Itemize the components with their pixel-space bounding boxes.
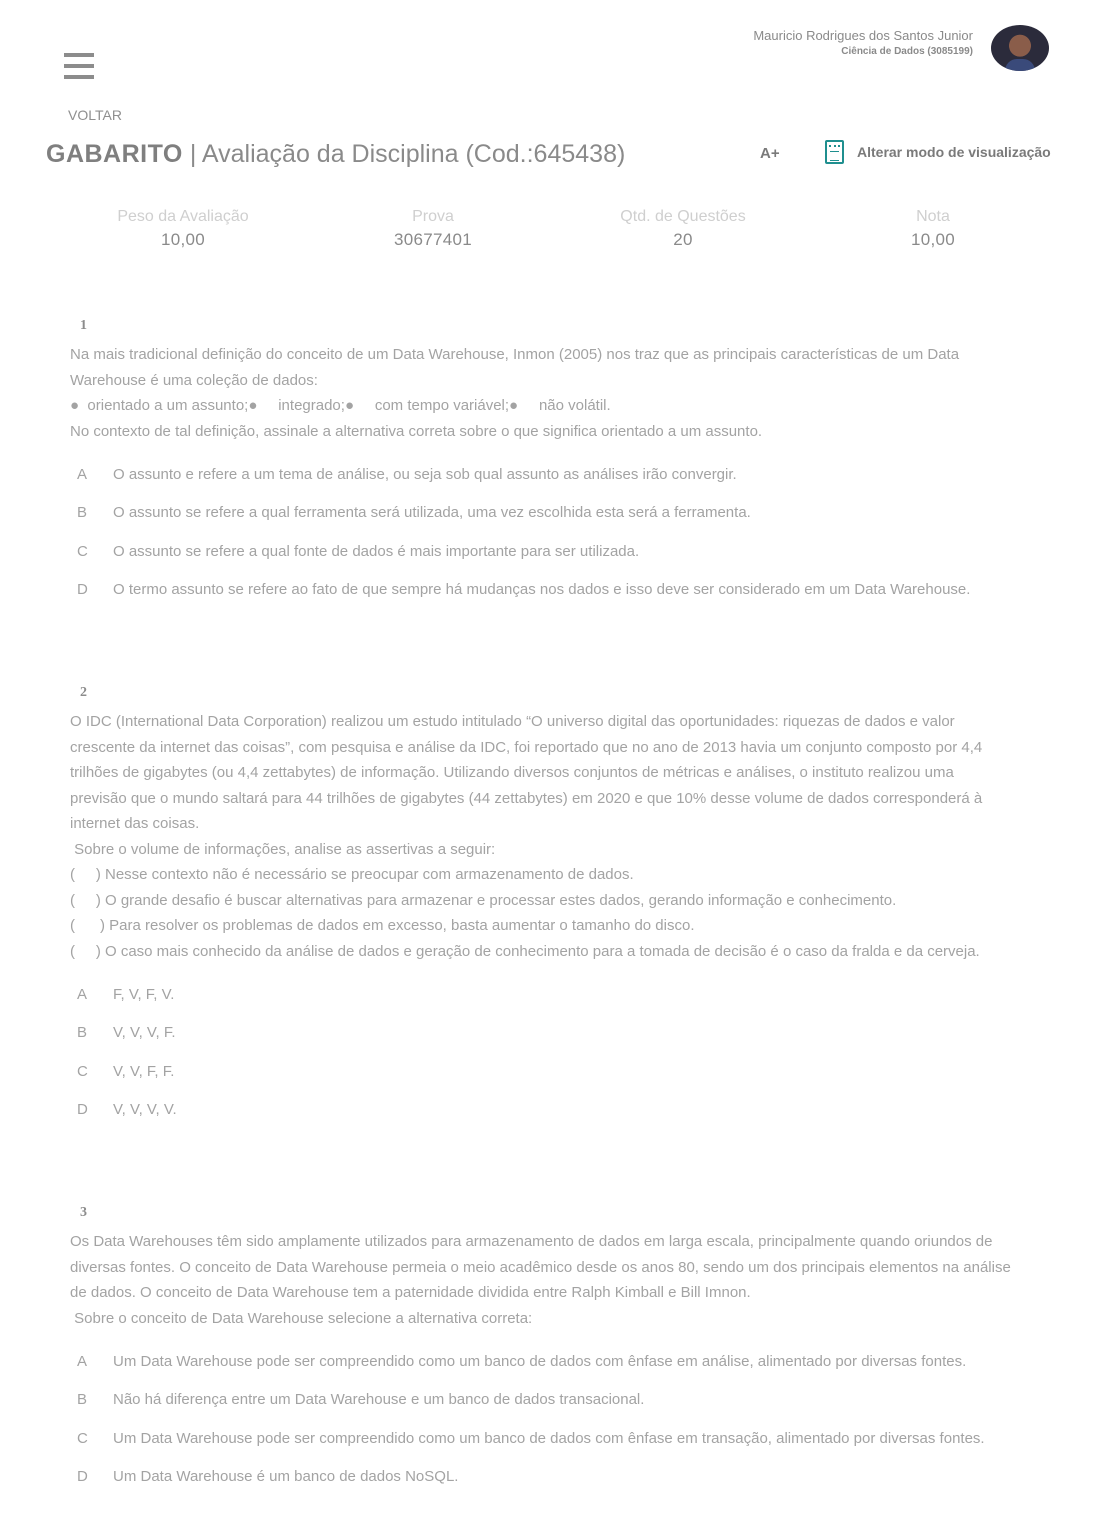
option-c[interactable]	[70, 1430, 1045, 1468]
option-letter: C	[77, 1429, 88, 1447]
exam-stats	[58, 208, 1058, 250]
stat-label: Nota	[916, 208, 950, 225]
question-line: Na mais tradicional definição do conceito de um Data Warehouse, Inmon (2005) nos traz que as principais características de um Data	[70, 346, 960, 363]
option-letter: A	[77, 986, 88, 1003]
stat-label: Qtd. de Questões	[620, 208, 746, 225]
option-letter: A	[77, 466, 88, 483]
option-a[interactable]	[70, 986, 1045, 1024]
question-line: ( ) Para resolver os problemas de dados em excesso, basta aumentar o tamanho do disco.	[70, 917, 695, 934]
option-letter: B	[77, 1024, 88, 1042]
stat-prova	[308, 208, 558, 250]
option-text: V, V, V, V.	[113, 1100, 177, 1118]
back-link[interactable]: VOLTAR	[68, 107, 122, 123]
option-text: V, V, F, F.	[113, 1062, 175, 1080]
view-mode-label: Alterar modo de visualização	[857, 144, 1051, 160]
font-size-button[interactable]: A+	[760, 145, 780, 162]
option-c[interactable]	[70, 1063, 1045, 1101]
option-text: O assunto se refere a qual fonte de dados é mais importante para ser utilizada.	[113, 542, 640, 560]
question-2	[70, 685, 1045, 1139]
option-letter: D	[77, 580, 88, 598]
question-line: ( ) O grande desafio é buscar alternativas para armazenar e processar estes dados, gerando informação e conhecimento.	[70, 891, 897, 909]
option-letter: C	[77, 1062, 88, 1080]
option-text: O termo assunto se refere ao fato de que sempre há mudanças nos dados e isso deve ser considerado em um Data Warehouse.	[113, 580, 971, 598]
question-line: internet das coisas.	[70, 815, 200, 832]
page-title	[46, 140, 625, 169]
user-info	[753, 28, 973, 57]
stat-nota	[808, 208, 1058, 250]
menu-icon[interactable]	[64, 53, 94, 80]
question-line: crescente da internet das coisas”, com pesquisa e análise da IDC, foi reportado que no ano de 2013 havia um conjunto composto por 4,4	[70, 738, 983, 756]
question-line: trilhões de gigabytes (ou 4,4 zettabytes) de informação. Utilizando diversos conjuntos de métricas e análises, o instituto realizou uma	[70, 764, 954, 781]
question-line: Warehouse é uma coleção de dados:	[70, 371, 318, 389]
option-b[interactable]	[70, 1024, 1045, 1062]
option-text: O assunto se refere a qual ferramenta será utilizada, uma vez escolhida esta será a ferramenta.	[113, 504, 751, 522]
question-line: diversas fontes. O conceito de Data Warehouse permeia o meio acadêmico desde os anos 80, sendo um dos principais elementos na análise	[70, 1258, 1011, 1276]
question-line: ● orientado a um assunto;● integrado;● com tempo variável;● não volátil.	[70, 397, 611, 414]
view-mode-button[interactable]	[825, 140, 1051, 164]
stat-value: 20	[673, 230, 693, 249]
question-line: de dados. O conceito de Data Warehouse tem a paternidade dividida entre Ralph Kimball e Bill Imnon.	[70, 1284, 751, 1301]
options-list	[70, 1353, 1045, 1506]
stat-value: 30677401	[393, 230, 473, 249]
option-text: Um Data Warehouse é um banco de dados NoSQL.	[113, 1467, 459, 1485]
stat-value: 10,00	[160, 230, 206, 249]
question-line: No contexto de tal definição, assinale a alternativa correta sobre o que significa orientado a um assunto.	[70, 422, 763, 440]
question-3	[70, 1205, 1045, 1506]
question-number: 2	[80, 685, 87, 700]
stat-value: 10,00	[910, 230, 956, 249]
option-text: Um Data Warehouse pode ser compreendido como um banco de dados com ênfase em transação, alimentado por diversas fontes.	[113, 1429, 985, 1447]
option-d[interactable]	[70, 1468, 1045, 1506]
question-text	[70, 1229, 1045, 1331]
option-d[interactable]	[70, 1101, 1045, 1139]
option-c[interactable]	[70, 543, 1045, 581]
question-1	[70, 318, 1045, 619]
question-line: Os Data Warehouses têm sido amplamente utilizados para armazenamento de dados em larga escala, principalmente quando oriundos de	[70, 1233, 993, 1250]
page-title-text: Avaliação da Disciplina (Cod.:645438)	[201, 140, 626, 168]
question-line: O IDC (International Data Corporation) realizou um estudo intitulado “O universo digital das oportunidades: riquezas de dados e valor	[70, 713, 955, 730]
stat-peso	[58, 208, 308, 250]
option-letter: D	[77, 1467, 88, 1485]
option-letter: D	[77, 1100, 88, 1118]
option-text: V, V, V, F.	[113, 1024, 176, 1042]
question-number: 3	[80, 1205, 87, 1220]
stat-questoes	[558, 208, 808, 250]
option-text: O assunto e refere a um tema de análise, ou seja sob qual assunto as análises irão convergir.	[113, 466, 737, 483]
page-title-bold: GABARITO	[46, 140, 183, 168]
question-line: ( ) Nesse contexto não é necessário se preocupar com armazenamento de dados.	[70, 866, 634, 883]
options-list	[70, 986, 1045, 1139]
question-text	[70, 342, 1045, 444]
option-letter: A	[77, 1353, 88, 1370]
question-line: previsão que o mundo saltará para 44 trilhões de gigabytes (44 zettabytes) em 2020 e que 10% desse volume de dados corresponderá à	[70, 789, 983, 807]
document-icon	[825, 140, 844, 164]
user-course: Ciência de Dados (3085199)	[841, 46, 973, 57]
option-a[interactable]	[70, 1353, 1045, 1391]
option-b[interactable]	[70, 1391, 1045, 1429]
option-letter: B	[77, 504, 88, 522]
avatar[interactable]	[991, 25, 1049, 71]
stat-label: Prova	[412, 208, 454, 225]
question-text	[70, 709, 1045, 964]
option-text: F, V, F, V.	[113, 986, 175, 1003]
question-line: Sobre o conceito de Data Warehouse selecione a alternativa correta:	[70, 1309, 533, 1327]
option-text: Não há diferença entre um Data Warehouse e um banco de dados transacional.	[113, 1391, 645, 1409]
question-line: ( ) O caso mais conhecido da análise de dados e geração de conhecimento para a tomada de decisão é o caso da fralda e da cerveja.	[70, 942, 980, 960]
option-b[interactable]	[70, 504, 1045, 542]
question-line: Sobre o volume de informações, analise as assertivas a seguir:	[70, 840, 496, 858]
question-number: 1	[80, 318, 87, 333]
user-name: Mauricio Rodrigues dos Santos Junior	[753, 28, 973, 43]
options-list	[70, 466, 1045, 619]
option-a[interactable]	[70, 466, 1045, 504]
stat-label: Peso da Avaliação	[117, 208, 249, 225]
option-text: Um Data Warehouse pode ser compreendido como um banco de dados com ênfase em análise, alimentado por diversas fontes.	[113, 1353, 967, 1370]
option-letter: C	[77, 542, 88, 560]
option-d[interactable]	[70, 581, 1045, 619]
option-letter: B	[77, 1391, 88, 1409]
title-separator: |	[189, 140, 197, 168]
